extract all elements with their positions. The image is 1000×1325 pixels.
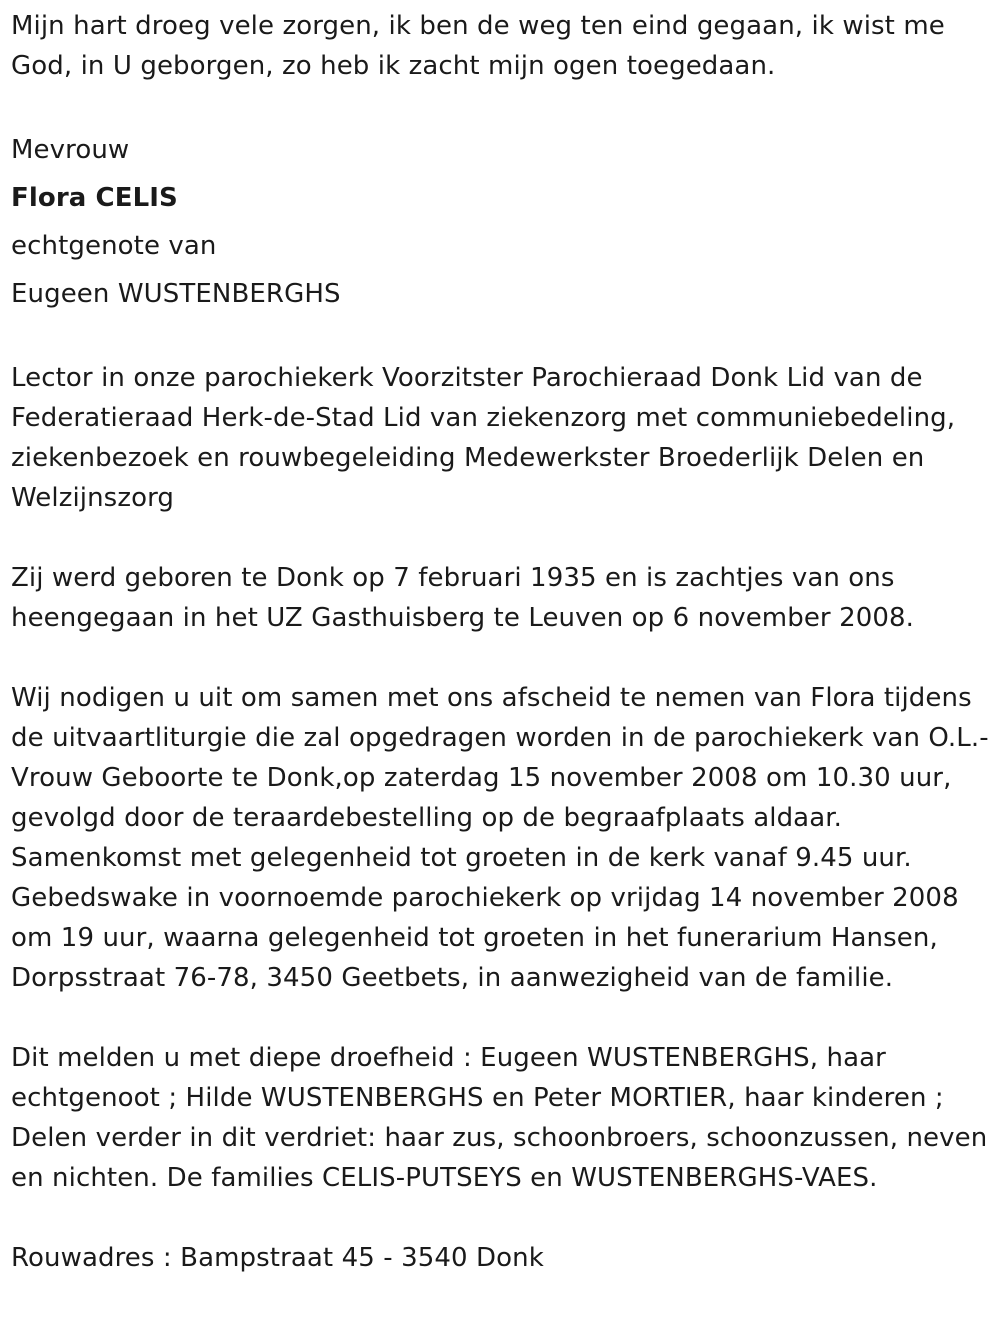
roles-paragraph: Lector in onze parochiekerk Voorzitster Parochieraad Donk Lid van de Federatieraad Herk-de-Stad Lid van ziekenzorg met communiebedeling, ziekenbezoek en rouwbegeleiding Medewerkster Broederlijk Delen en Welzijnszorg	[11, 363, 956, 513]
spacer	[11, 1198, 993, 1238]
salutation: Mevrouw	[11, 135, 130, 165]
spacer	[11, 518, 993, 558]
relation-text: echtgenote van	[11, 231, 217, 261]
spouse-name: Eugeen WUSTENBERGHS	[11, 279, 341, 309]
poem-text: Mijn hart droeg vele zorgen, ik ben de weg ten eind gegaan, ik wist me God, in U geborgen, zo heb ik zacht mijn ogen toegedaan.	[11, 11, 945, 81]
notice-body	[11, 6, 993, 1278]
spacer	[11, 86, 993, 126]
announcement-paragraph: Dit melden u met diepe droefheid : Eugeen WUSTENBERGHS, haar echtgenoot ; Hilde WUSTENBERGHS en Peter MORTIER, haar kinderen ; Delen verder in dit verdriet: haar zus, schoonbroers, schoonzussen, neven en nichten. De families CELIS-PUTSEYS en WUSTENBERGHS-VAES.	[11, 1043, 988, 1193]
deceased-name: Flora CELIS	[11, 183, 178, 213]
funeral-invitation-paragraph: Wij nodigen u uit om samen met ons afscheid te nemen van Flora tijdens de uitvaartliturgie die zal opgedragen worden in de parochiekerk van O.L.-Vrouw Geboorte te Donk,op zaterdag 15 november 2008 om 10.30 uur, gevolgd door de teraardebestelling op de begraafplaats aldaar. Samenkomst met gelegenheid tot groeten in de kerk vanaf 9.45 uur. Gebedswake in voornoemde parochiekerk op vrijdag 14 november 2008 om 19 uur, waarna gelegenheid tot groeten in het funerarium Hansen, Dorpsstraat 76-78, 3450 Geetbets, in aanwezigheid van de familie.	[11, 683, 989, 993]
mourning-address: Rouwadres : Bampstraat 45 - 3540 Donk	[11, 1243, 544, 1273]
spacer	[11, 638, 993, 678]
spacer	[11, 998, 993, 1038]
spacer	[11, 318, 993, 358]
birth-death-paragraph: Zij werd geboren te Donk op 7 februari 1935 en is zachtjes van ons heengegaan in het UZ Gasthuisberg te Leuven op 6 november 2008.	[11, 563, 915, 633]
